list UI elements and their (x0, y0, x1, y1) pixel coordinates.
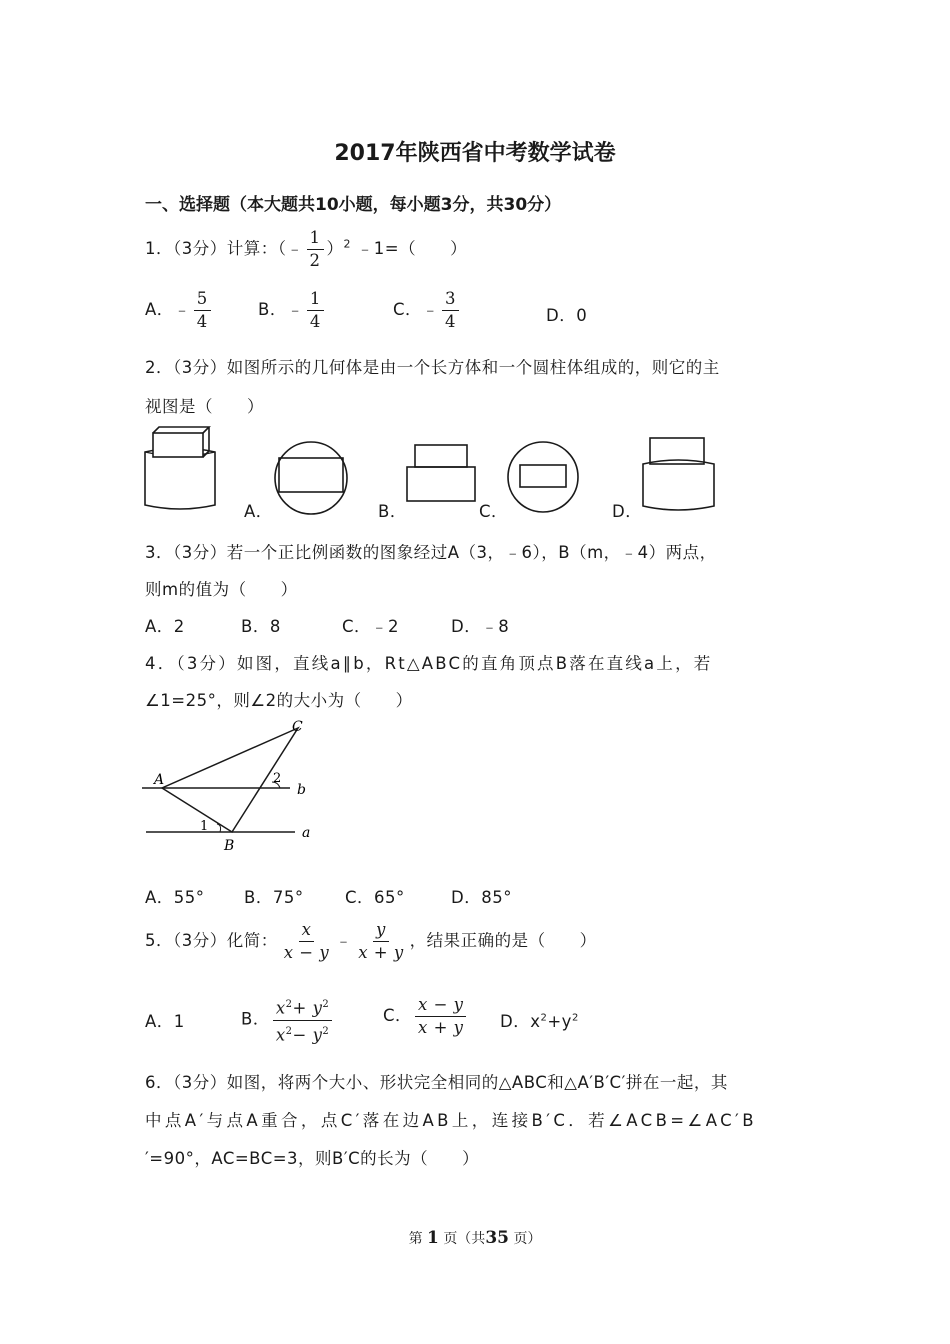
q1-option-b (258, 289, 327, 332)
q6-line-3: ′=90°，AC=BC=3，则B′C的长为（ ） (145, 1149, 480, 1168)
q5-option-b-num: $x^2+ y^2$ (273, 995, 332, 1021)
label-line-a: a (302, 825, 311, 841)
q2-solid-figure (140, 425, 220, 515)
page-total: 35 (485, 1228, 509, 1248)
q2-option-b-label: B． (378, 502, 407, 521)
q1-option-d: D．0 (546, 306, 588, 325)
q1-option-a-label: A．﹣ (145, 300, 191, 319)
q5-option-c-label: C． (383, 1006, 413, 1025)
label-c-point: C (292, 719, 303, 735)
q1-exponent: 2 (343, 237, 351, 251)
q5-option-c-num: x − y (415, 995, 466, 1017)
q5-option-b-label: B． (241, 1009, 270, 1029)
q5-f2-num: y (373, 920, 389, 942)
page-number: 1 (427, 1228, 439, 1248)
q1-tail: ﹣1=（ ） (356, 239, 468, 258)
q5-option-b-den: $x^2- y^2$ (275, 1025, 330, 1044)
q1-option-c-num: 3 (442, 289, 459, 311)
q4-geometry-figure (140, 712, 330, 857)
q3-line-2: 则m的值为（ ） (145, 580, 298, 599)
label-angle-2: 2 (273, 771, 282, 786)
q4-option-c: C．65° (345, 888, 405, 907)
q5-option-b (241, 995, 335, 1045)
q1-option-a-den: 4 (196, 312, 208, 331)
q2-option-a-label: A． (244, 502, 273, 521)
q5-option-c (383, 995, 469, 1038)
q5-option-a: A．1 (145, 1012, 185, 1031)
page-title: 2017年陕西省中考数学试卷 (334, 141, 616, 166)
q5-option-b-fraction (273, 995, 332, 1045)
q6-line-2: 中点A′与点A重合，点C′落在边AB上，连接B′C．若∠ACB=∠AC′B (145, 1111, 757, 1130)
q1-option-c-label: C．﹣ (393, 300, 440, 319)
q1-suffix: ） (326, 239, 344, 258)
q2-line-1: 2．（3分）如图所示的几何体是由一个长方体和一个圆柱体组成的，则它的主 (145, 358, 720, 377)
q5-fraction-1 (281, 920, 332, 963)
q3-option-d: D．﹣8 (451, 617, 510, 636)
q1-frac-num: 1 (307, 228, 324, 250)
question-5 (145, 920, 597, 963)
page-footer: 第 1 页（共35 页） (408, 1228, 542, 1248)
q1-option-a-num: 5 (194, 289, 211, 311)
q5-f1-den: x − y (283, 943, 330, 962)
label-b-point: B (224, 838, 235, 854)
q2-option-d-figure (640, 436, 718, 516)
q2-option-d-label: D． (612, 502, 643, 521)
q2-option-a-figure (273, 440, 351, 518)
label-angle-1: 1 (200, 819, 209, 834)
q4-option-b: B．75° (244, 888, 304, 907)
q2-line-2: 视图是（ ） (145, 397, 264, 416)
q3-line-1: 3．（3分）若一个正比例函数的图象经过A（3，﹣6），B（m，﹣4）两点， (145, 543, 717, 562)
q4-line-1: 4．（3分）如图，直线a∥b，Rt△ABC的直角顶点B落在直线a上，若 (145, 654, 713, 673)
label-line-b: b (297, 782, 306, 798)
q2-option-b-figure (405, 443, 477, 503)
q3-option-c: C．﹣2 (342, 617, 400, 636)
q5-option-c-den: x + y (418, 1018, 464, 1037)
q1-frac-den: 2 (309, 251, 321, 270)
q1-option-b-num: 1 (307, 289, 324, 311)
q5-f1-num: x (299, 920, 315, 942)
q5-f2-den: x + y (358, 943, 404, 962)
q5-option-d: D．$x^2+y^2$ (500, 1012, 579, 1031)
q5-prefix: 5．（3分）化简： (145, 931, 278, 950)
label-a-point: A (154, 772, 165, 788)
q1-option-c-den: 4 (445, 312, 457, 331)
question-1 (145, 228, 467, 271)
q2-option-c-label: C． (479, 502, 509, 521)
q5-option-c-fraction (415, 995, 466, 1038)
q6-line-1: 6．（3分）如图，将两个大小、形状完全相同的△ABC和△A′B′C′拼在一起，其 (145, 1073, 728, 1092)
q3-option-a: A．2 (145, 617, 185, 636)
q1-option-c (393, 289, 462, 332)
q5-minus: ﹣ (335, 931, 353, 950)
q4-line-2: ∠1=25°，则∠2的大小为（ ） (145, 691, 413, 710)
q1-option-b-label: B．﹣ (258, 300, 304, 319)
q1-fraction (307, 228, 324, 271)
q2-option-c-figure (506, 440, 582, 516)
q3-option-b: B．8 (241, 617, 281, 636)
q1-prefix: 1．（3分）计算：（﹣ (145, 239, 304, 258)
q4-option-d: D．85° (451, 888, 512, 907)
q4-option-a: A．55° (145, 888, 205, 907)
q5-fraction-2 (355, 920, 406, 963)
section-heading: 一、选择题（本大题共10小题，每小题3分，共30分） (145, 195, 562, 215)
q5-tail: ，结果正确的是（ ） (409, 931, 597, 950)
q1-option-a (145, 289, 214, 332)
q1-option-b-den: 4 (309, 312, 321, 331)
